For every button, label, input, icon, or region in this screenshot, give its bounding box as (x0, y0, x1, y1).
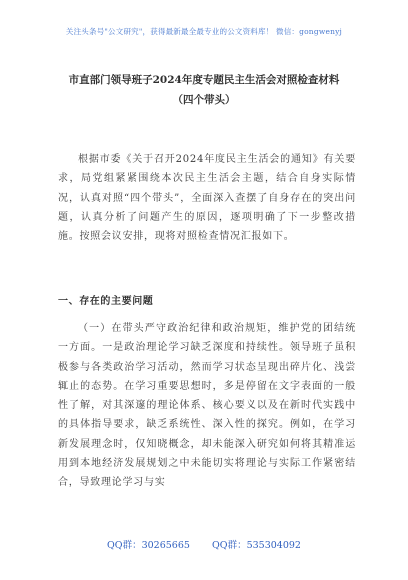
body-paragraph: （一）在带头严守政治纪律和政治规矩，维护党的团结统一方面。一是政治理论学习缺乏深度和持续性。领导班子虽积极参与各类政治学习活动，然而学习状态呈现出碎片化、浅尝辄止的态势。在学习重要思想时，多是停留在文字表面的一般性了解，对其深邃的理论体系、核心要义以及在新时代实践中的具体指导要求，缺乏系统性、深入性的探究。例如，在学习新发展理念时，仅知晓概念，却未能深入研究如何将其精准运用到本地经济发展规划之中未能切实将理论与实际工作紧密结合，导致理论学习与实 (58, 323, 356, 489)
document-title: 市直部门领导班子2024年度专题民主生活会对照检查材料 (68, 74, 340, 86)
intro-paragraph: 根据市委《关于召开2024年度民主生活会的通知》有关要求，局党组紧紧围绕本次民主生活会主题，结合自身实际情况，认真对照“四个带头”，全面深入查摆了自身存在的突出问题，认真分析了问题产生的原因，逐项明确了下一步整改措施。按照会议安排，现将对照检查情况汇报如下。 (58, 154, 356, 243)
document-subtitle: （四个带头） (172, 94, 236, 106)
footer-qq-group-2: QQ群：535304092 (212, 540, 301, 551)
footer-qq-group-1: QQ群：30265665 (107, 540, 190, 551)
section-heading: 一、存在的主要问题 (58, 296, 154, 307)
footer-contacts (0, 537, 408, 551)
header-promo-note: 关注头条号"公文研究"，获得最新最全最专业的公文资料库！ 微信：gongwenyj (65, 27, 343, 36)
